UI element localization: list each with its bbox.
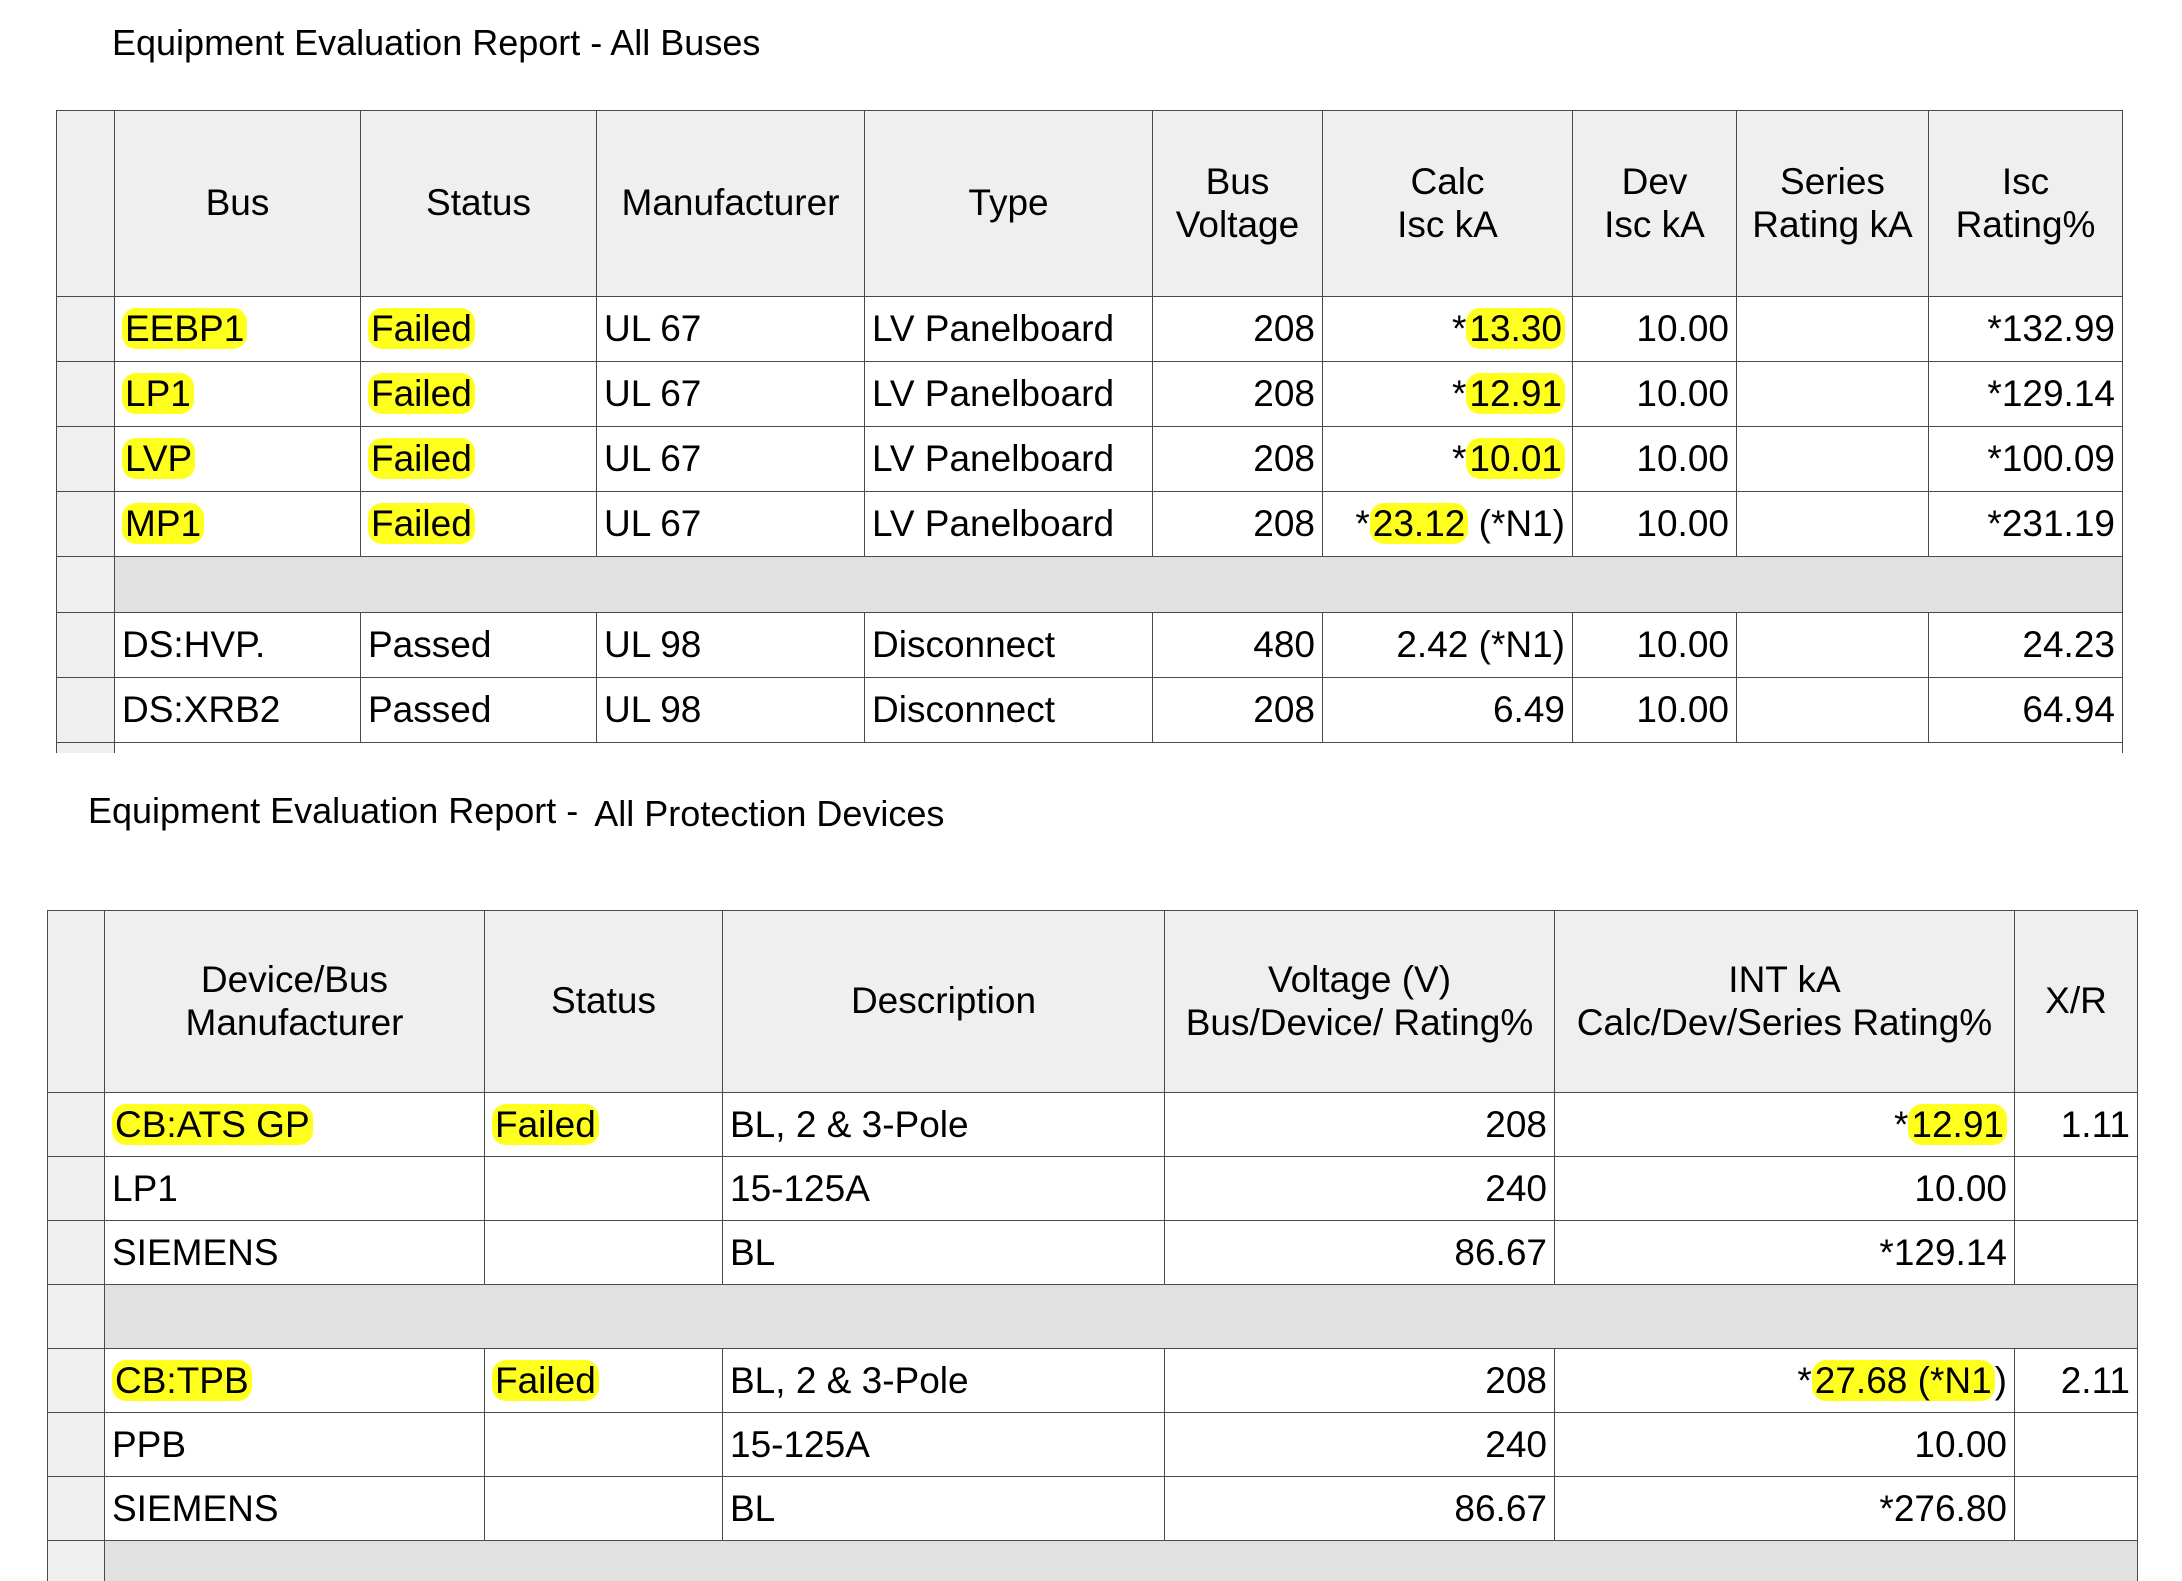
header-bus[interactable]: Bus [115,111,361,297]
partial-cell [115,743,2123,753]
separator-cell [105,1285,2138,1349]
calc-isc-cell: *13.30 [1323,297,1573,362]
dev-isc-cell: 10.00 [1573,427,1737,492]
xr-cell [2015,1221,2138,1285]
bus-cell: LP1 [115,362,361,427]
table-row[interactable] [57,362,2123,427]
xr-cell [2015,1477,2138,1541]
row-selector[interactable] [57,297,115,362]
row-selector[interactable] [48,1157,105,1221]
voltage-cell: 208 [1153,678,1323,743]
manufacturer-cell: UL 67 [597,492,865,557]
row-selector-header[interactable] [48,911,105,1093]
calc-isc-cell: *10.01 [1323,427,1573,492]
type-cell: Disconnect [865,613,1153,678]
voltage-cell: 240 [1165,1157,1555,1221]
voltage-cell: 208 [1153,492,1323,557]
row-selector[interactable] [48,1093,105,1157]
device-cell: CB:TPB [105,1349,485,1413]
series-rating-cell [1737,297,1929,362]
row-selector[interactable] [57,427,115,492]
table-row-partial [57,743,2123,753]
table-row[interactable] [57,613,2123,678]
row-selector[interactable] [48,1221,105,1285]
status-cell: Failed [361,492,597,557]
dev-isc-cell: 10.00 [1573,613,1737,678]
device-cell: LP1 [105,1157,485,1221]
isc-rating-cell: *231.19 [1929,492,2123,557]
table-row[interactable] [48,1221,2138,1285]
type-cell: LV Panelboard [865,427,1153,492]
bus-cell: MP1 [115,492,361,557]
int-ka-cell: *129.14 [1555,1221,2015,1285]
status-cell: Failed [361,362,597,427]
header-status[interactable]: Status [485,911,723,1093]
table-row[interactable] [48,1093,2138,1157]
status-cell [485,1477,723,1541]
isc-rating-cell: 24.23 [1929,613,2123,678]
int-ka-cell: *276.80 [1555,1477,2015,1541]
manufacturer-cell: UL 67 [597,427,865,492]
header-type[interactable]: Type [865,111,1153,297]
series-rating-cell [1737,678,1929,743]
header-isc-rating[interactable]: Isc Rating% [1929,111,2123,297]
row-selector[interactable] [48,1477,105,1541]
dev-isc-cell: 10.00 [1573,492,1737,557]
separator-row [48,1541,2138,1581]
description-cell: BL [723,1221,1165,1285]
header-int-ka[interactable]: INT kA Calc/Dev/Series Rating% [1555,911,2015,1093]
calc-isc-cell: 6.49 [1323,678,1573,743]
series-rating-cell [1737,492,1929,557]
manufacturer-cell: UL 67 [597,297,865,362]
row-selector[interactable] [48,1413,105,1477]
bus-header-row [57,111,2123,297]
header-dev-isc[interactable]: Dev Isc kA [1573,111,1737,297]
voltage-cell: 240 [1165,1413,1555,1477]
xr-cell: 1.11 [2015,1093,2138,1157]
description-cell: 15-125A [723,1413,1165,1477]
header-calc-isc[interactable]: Calc Isc kA [1323,111,1573,297]
calc-isc-cell: 2.42 (*N1) [1323,613,1573,678]
table-row[interactable] [48,1413,2138,1477]
dev-isc-cell: 10.00 [1573,297,1737,362]
row-selector[interactable] [57,613,115,678]
series-rating-cell [1737,613,1929,678]
table-row[interactable] [57,678,2123,743]
bus-cell: DS:XRB2 [115,678,361,743]
description-cell: 15-125A [723,1157,1165,1221]
bus-report-table [56,110,2123,753]
device-report-table [47,910,2138,1581]
dev-isc-cell: 10.00 [1573,362,1737,427]
isc-rating-cell: *132.99 [1929,297,2123,362]
manufacturer-cell: UL 67 [597,362,865,427]
description-cell: BL, 2 & 3-Pole [723,1093,1165,1157]
isc-rating-cell: *100.09 [1929,427,2123,492]
manufacturer-cell: UL 98 [597,613,865,678]
header-series-rating[interactable]: Series Rating kA [1737,111,1929,297]
table-row[interactable] [57,427,2123,492]
status-cell: Failed [361,297,597,362]
xr-cell [2015,1157,2138,1221]
status-cell: Passed [361,678,597,743]
device-report-title [88,790,944,832]
type-cell: LV Panelboard [865,297,1153,362]
row-selector[interactable] [57,743,115,753]
header-bus-voltage[interactable]: Bus Voltage [1153,111,1323,297]
header-voltage[interactable]: Voltage (V) Bus/Device/ Rating% [1165,911,1555,1093]
voltage-cell: 208 [1165,1093,1555,1157]
bus-cell: LVP [115,427,361,492]
calc-isc-cell: *23.12 (*N1) [1323,492,1573,557]
description-cell: BL [723,1477,1165,1541]
series-rating-cell [1737,427,1929,492]
isc-rating-cell: *129.14 [1929,362,2123,427]
device-cell: PPB [105,1413,485,1477]
device-cell: CB:ATS GP [105,1093,485,1157]
isc-rating-cell: 64.94 [1929,678,2123,743]
series-rating-cell [1737,362,1929,427]
row-selector[interactable] [57,678,115,743]
row-selector[interactable] [48,1285,105,1349]
calc-isc-cell: *12.91 [1323,362,1573,427]
row-selector-header[interactable] [57,111,115,297]
table-row[interactable] [48,1349,2138,1413]
header-xr[interactable]: X/R [2015,911,2138,1093]
row-selector[interactable] [48,1349,105,1413]
separator-row [48,1285,2138,1349]
voltage-cell: 86.67 [1165,1221,1555,1285]
status-cell: Failed [485,1349,723,1413]
row-selector[interactable] [48,1541,105,1581]
header-status[interactable]: Status [361,111,597,297]
bus-report-title: Equipment Evaluation Report - All Buses [112,22,761,63]
manufacturer-cell: UL 98 [597,678,865,743]
device-header-row [48,911,2138,1093]
status-cell [485,1413,723,1477]
bus-cell: EEBP1 [115,297,361,362]
bus-cell: DS:HVP. [115,613,361,678]
xr-cell [2015,1413,2138,1477]
separator-cell [115,557,2123,613]
dev-isc-cell: 10.00 [1573,678,1737,743]
type-cell: LV Panelboard [865,492,1153,557]
status-cell: Passed [361,613,597,678]
description-cell: BL, 2 & 3-Pole [723,1349,1165,1413]
status-cell [485,1157,723,1221]
int-ka-cell: *12.91 [1555,1093,2015,1157]
device-cell: SIEMENS [105,1221,485,1285]
status-cell: Failed [485,1093,723,1157]
voltage-cell: 86.67 [1165,1477,1555,1541]
row-selector[interactable] [57,492,115,557]
int-ka-cell: 10.00 [1555,1413,2015,1477]
table-row[interactable] [48,1477,2138,1541]
header-description[interactable]: Description [723,911,1165,1093]
table-row[interactable] [48,1157,2138,1221]
header-device-bus[interactable]: Device/Bus Manufacturer [105,911,485,1093]
separator-row [57,557,2123,613]
table-row[interactable] [57,297,2123,362]
voltage-cell: 208 [1165,1349,1555,1413]
type-cell: Disconnect [865,678,1153,743]
voltage-cell: 208 [1153,427,1323,492]
table-row[interactable] [57,492,2123,557]
voltage-cell: 208 [1153,297,1323,362]
device-report-title-prefix: Equipment Evaluation Report - [88,790,589,831]
voltage-cell: 208 [1153,362,1323,427]
row-selector[interactable] [57,362,115,427]
int-ka-cell: 10.00 [1555,1157,2015,1221]
status-cell [485,1221,723,1285]
separator-cell [105,1541,2138,1581]
row-selector[interactable] [57,557,115,613]
xr-cell: 2.11 [2015,1349,2138,1413]
device-report-title-subject: All Protection Devices [594,793,945,834]
header-manufacturer[interactable]: Manufacturer [597,111,865,297]
int-ka-cell: *27.68 (*N1) [1555,1349,2015,1413]
voltage-cell: 480 [1153,613,1323,678]
device-cell: SIEMENS [105,1477,485,1541]
status-cell: Failed [361,427,597,492]
type-cell: LV Panelboard [865,362,1153,427]
